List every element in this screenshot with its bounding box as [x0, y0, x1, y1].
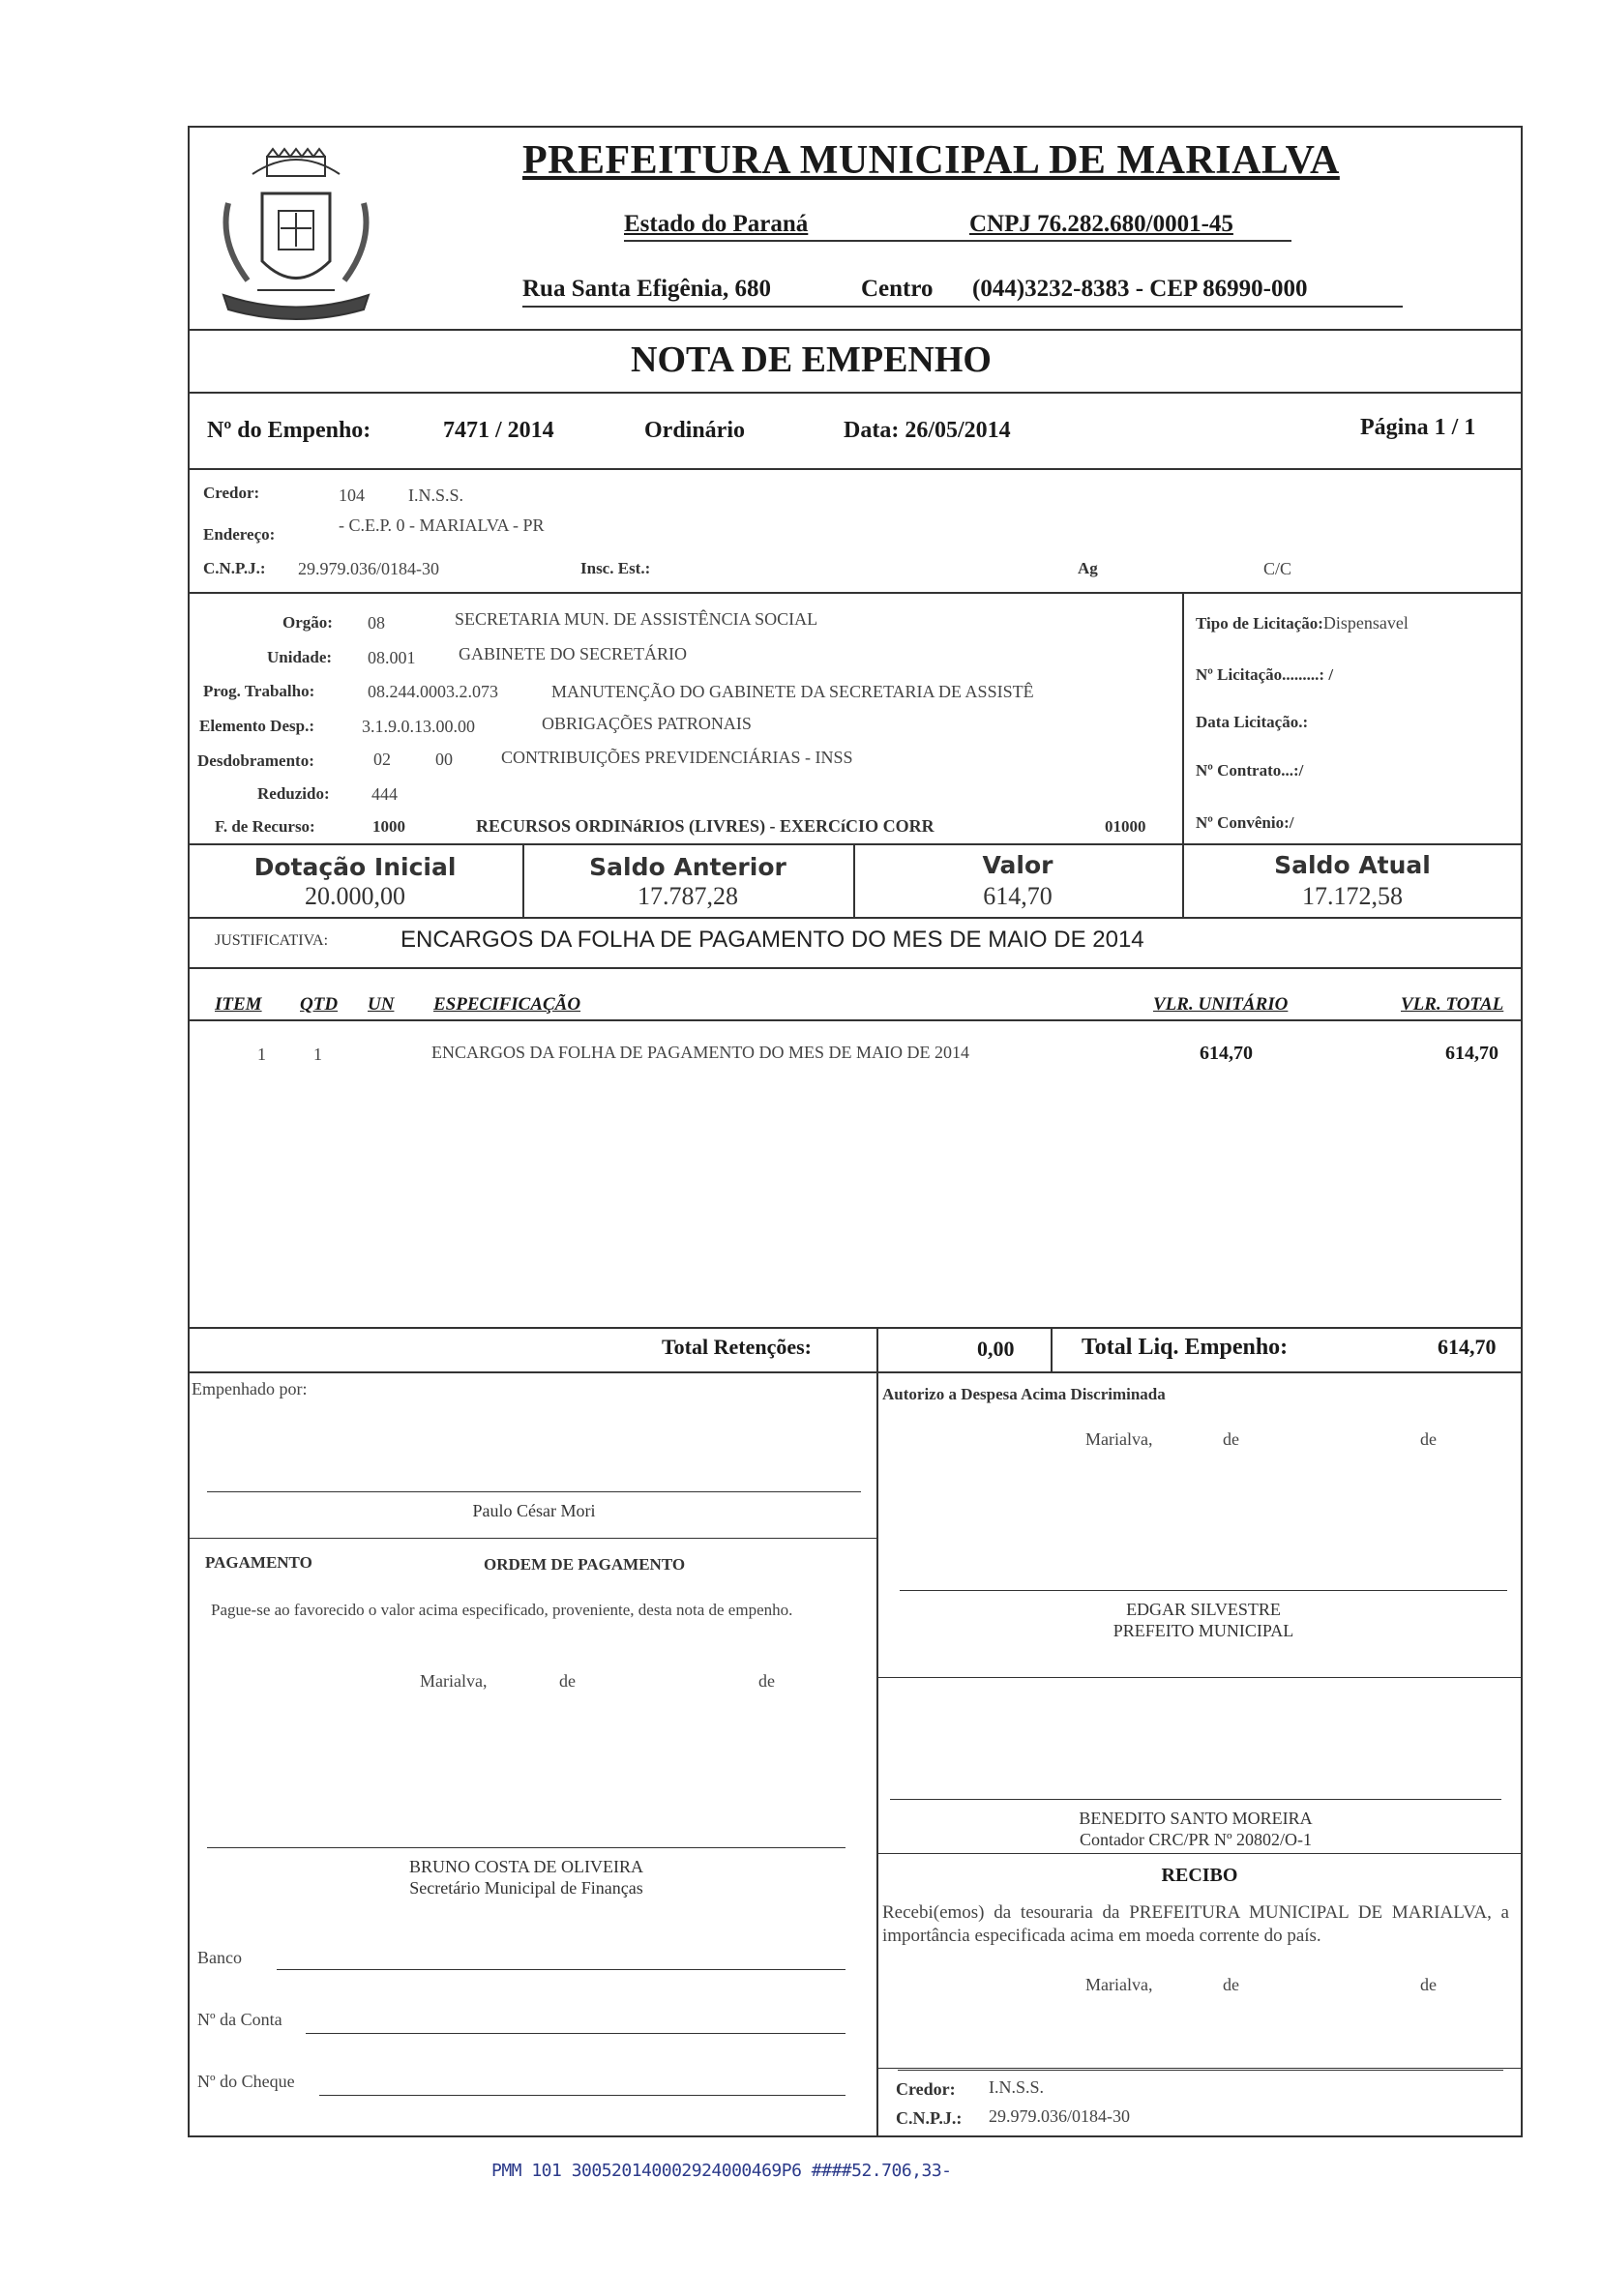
divider [1182, 592, 1184, 843]
prefeito-nome: EDGAR SILVESTRE [1126, 1600, 1281, 1619]
empenho-type: Ordinário [644, 418, 746, 443]
autorizo-text: Autorizo a Despesa Acima Discriminada [882, 1385, 1166, 1403]
divider [188, 1371, 1523, 1373]
justificativa-label: JUSTIFICATIVA: [215, 932, 329, 949]
contador-nome: BENEDITO SANTO MOREIRA [1079, 1809, 1313, 1828]
header-underline-2 [522, 306, 1403, 308]
unidade-code: 08.001 [368, 648, 416, 667]
divider [1051, 1327, 1053, 1371]
pagamento-local: Marialva, [420, 1671, 488, 1691]
elemento-code: 3.1.9.0.13.00.00 [362, 717, 475, 736]
credor-name: I.N.S.S. [408, 486, 464, 505]
saldo-atual-label: Saldo Atual [1274, 851, 1431, 879]
autorizo-de-1: de [1223, 1429, 1239, 1449]
divider [188, 1538, 876, 1539]
insc-est-label: Insc. Est.: [580, 559, 651, 577]
orgao-desc: SECRETARIA MUN. DE ASSISTÊNCIA SOCIAL [455, 609, 818, 629]
total-retencoes-value: 0,00 [977, 1337, 1015, 1361]
tipo-licitacao-label [1196, 613, 1409, 633]
cheque-field-line[interactable] [319, 2095, 846, 2096]
phone-cep-text: (044)3232-8383 - CEP 86990-000 [972, 276, 1308, 302]
endereco-label: Endereço: [203, 525, 276, 544]
conta-field-line[interactable] [306, 2033, 846, 2034]
saldo-anterior-label: Saldo Anterior [589, 853, 786, 881]
divider [188, 917, 1523, 919]
pagamento-de-2: de [758, 1671, 775, 1691]
divider [188, 329, 1523, 331]
recibo-credor-label: Credor: [896, 2079, 956, 2099]
saldo-atual-value: 17.172,58 [1302, 882, 1403, 910]
coat-of-arms-logo [199, 135, 393, 329]
fonte-recurso-code: 1000 [372, 817, 405, 836]
secretario-signature-line [207, 1847, 846, 1848]
justificativa-text: ENCARGOS DA FOLHA DE PAGAMENTO DO MES DE MAIO DE 2014 [400, 927, 1144, 953]
col-header-item: ITEM [215, 994, 262, 1015]
fonte-recurso-desc: RECURSOS ORDINáRIOS (LIVRES) - EXERCíCIO CORR [476, 816, 934, 836]
recibo-cnpj-value: 29.979.036/0184-30 [989, 2106, 1130, 2126]
orgao-label: Orgão: [282, 613, 333, 632]
prog-trabalho-code: 08.244.0003.2.073 [368, 682, 498, 701]
empenho-number-label: Nº do Empenho: [207, 418, 371, 443]
state-text: Estado do Paraná [624, 211, 809, 237]
conta-label: Nº da Conta [197, 2010, 282, 2029]
header-underline-1 [624, 240, 1291, 242]
tipo-licitacao-value: Dispensavel [1322, 613, 1409, 633]
dotacao-inicial-label: Dotação Inicial [253, 853, 457, 881]
pagamento-texto: Pague-se ao favorecido o valor acima especificado, proveniente, desta nota de empenho. [211, 1601, 793, 1619]
desdobramento-desc: CONTRIBUIÇÕES PREVIDENCIÁRIAS - INSS [501, 748, 853, 767]
col-header-un: UN [368, 994, 395, 1015]
col-header-especificacao: ESPECIFICAÇÃO [433, 994, 581, 1015]
divider [876, 1677, 1523, 1678]
col-header-vlr-total: VLR. TOTAL [1401, 994, 1504, 1015]
prog-trabalho-desc: MANUTENÇÃO DO GABINETE DA SECRETARIA DE ASSISTÊ [551, 682, 1034, 701]
cnpj-text: CNPJ 76.282.680/0001-45 [969, 211, 1233, 237]
col-header-qtd: QTD [300, 994, 339, 1015]
district-text: Centro [861, 276, 934, 302]
divider [876, 1853, 1523, 1854]
coat-of-arms-icon [199, 135, 393, 329]
data-licitacao-label: Data Licitação.: [1196, 713, 1309, 731]
divider [876, 1327, 878, 1371]
reduzido-code: 444 [371, 784, 398, 804]
empenhado-signature-line [207, 1491, 861, 1492]
empenhado-por-nome: Paulo César Mori [472, 1501, 596, 1520]
autorizo-de-2: de [1420, 1429, 1437, 1449]
credor-label: Credor: [203, 484, 260, 502]
empenho-number-value: 7471 / 2014 [443, 418, 554, 443]
address-text: Rua Santa Efigênia, 680 [522, 276, 771, 302]
recibo-credor-value: I.N.S.S. [989, 2077, 1045, 2097]
ag-label: Ag [1078, 559, 1098, 577]
prog-trabalho-label: Prog. Trabalho: [203, 682, 315, 700]
reduzido-label: Reduzido: [257, 784, 330, 803]
pagamento-label: PAGAMENTO [205, 1553, 312, 1572]
divider [876, 1371, 878, 2137]
row-vlr-total: 614,70 [1445, 1043, 1498, 1064]
orgao-code: 08 [368, 613, 385, 633]
autorizo-local: Marialva, [1085, 1429, 1153, 1449]
recibo-de-2: de [1420, 1975, 1437, 1994]
contador-cargo: Contador CRC/PR Nº 20802/O-1 [1079, 1830, 1313, 1849]
banco-label: Banco [197, 1948, 242, 1967]
cheque-label: Nº do Cheque [197, 2072, 295, 2091]
credor-cnpj-value: 29.979.036/0184-30 [298, 559, 439, 578]
col-header-vlr-unitario: VLR. UNITÁRIO [1153, 994, 1289, 1015]
numero-licitacao-label: Nº Licitação.........: / [1196, 665, 1334, 684]
divider [188, 843, 1523, 845]
desdobramento-label: Desdobramento: [197, 751, 314, 770]
unidade-label: Unidade: [267, 648, 333, 666]
credor-cnpj-label: C.N.P.J.: [203, 559, 266, 577]
empenho-date: Data: 26/05/2014 [844, 418, 1011, 443]
divider [188, 592, 1523, 594]
page-title: PREFEITURA MUNICIPAL DE MARIALVA [522, 138, 1340, 183]
prefeito-cargo: PREFEITO MUNICIPAL [1112, 1621, 1294, 1640]
footer-barcode-text: PMM 101 300520140002924000469P6 ####52.706,33- [491, 2161, 952, 2181]
empenhado-por-label: Empenhado por: [192, 1379, 308, 1398]
divider [188, 392, 1523, 394]
fonte-recurso-label: F. de Recurso: [215, 817, 315, 836]
total-retencoes-label: Total Retenções: [662, 1335, 812, 1359]
dotacao-inicial-value: 20.000,00 [305, 882, 405, 910]
numero-convenio-label: Nº Convênio:/ [1196, 813, 1294, 832]
desdobramento-code-2: 00 [435, 750, 453, 769]
ordem-pagamento-label: ORDEM DE PAGAMENTO [484, 1555, 686, 1574]
secretario-nome: BRUNO COSTA DE OLIVEIRA [408, 1857, 644, 1876]
divider [188, 1327, 1523, 1329]
tipo-licitacao-label-text: Tipo de Licitação: [1196, 614, 1323, 633]
recibo-texto: Recebi(emos) da tesouraria da PREFEITURA MUNICIPAL DE MARIALVA, a importância especificada acima em moeda corrente do país. [882, 1902, 1509, 1946]
recibo-local: Marialva, [1085, 1975, 1153, 1994]
pagamento-de-1: de [559, 1671, 576, 1691]
row-especificacao: ENCARGOS DA FOLHA DE PAGAMENTO DO MES DE MAIO DE 2014 [431, 1043, 970, 1062]
elemento-label: Elemento Desp.: [199, 717, 314, 735]
unidade-desc: GABINETE DO SECRETÁRIO [459, 644, 687, 663]
saldo-anterior-value: 17.787,28 [638, 882, 738, 910]
secretario-cargo: Secretário Municipal de Finanças [409, 1878, 643, 1898]
total-liquido-label: Total Liq. Empenho: [1082, 1335, 1289, 1360]
fonte-recurso-code-2: 01000 [1105, 817, 1146, 836]
divider [188, 967, 1523, 969]
recibo-de-1: de [1223, 1975, 1239, 1994]
contador-signature-line [890, 1799, 1501, 1800]
recibo-signature-line [898, 2070, 1503, 2071]
row-item: 1 [257, 1045, 266, 1064]
total-liquido-value: 614,70 [1438, 1335, 1497, 1359]
desdobramento-code-1: 02 [373, 750, 391, 769]
recibo-title: RECIBO [1161, 1865, 1238, 1886]
valor-label: Valor [982, 851, 1053, 879]
cc-label: C/C [1263, 559, 1292, 578]
elemento-desc: OBRIGAÇÕES PATRONAIS [542, 714, 752, 733]
row-qtd: 1 [313, 1045, 322, 1064]
document-type-title: NOTA DE EMPENHO [631, 339, 992, 380]
banco-field-line[interactable] [277, 1969, 846, 1970]
divider [876, 2068, 1523, 2069]
credor-code: 104 [339, 486, 365, 505]
page-number: Página 1 / 1 [1360, 415, 1476, 440]
numero-contrato-label: Nº Contrato...:/ [1196, 761, 1304, 780]
row-vlr-unitario: 614,70 [1200, 1043, 1253, 1064]
valor-value: 614,70 [983, 882, 1053, 910]
divider [188, 1019, 1523, 1021]
recibo-cnpj-label: C.N.P.J.: [896, 2108, 963, 2128]
endereco-value: - C.E.P. 0 - MARIALVA - PR [339, 515, 545, 535]
prefeito-signature-line [900, 1590, 1507, 1591]
divider [188, 468, 1523, 470]
